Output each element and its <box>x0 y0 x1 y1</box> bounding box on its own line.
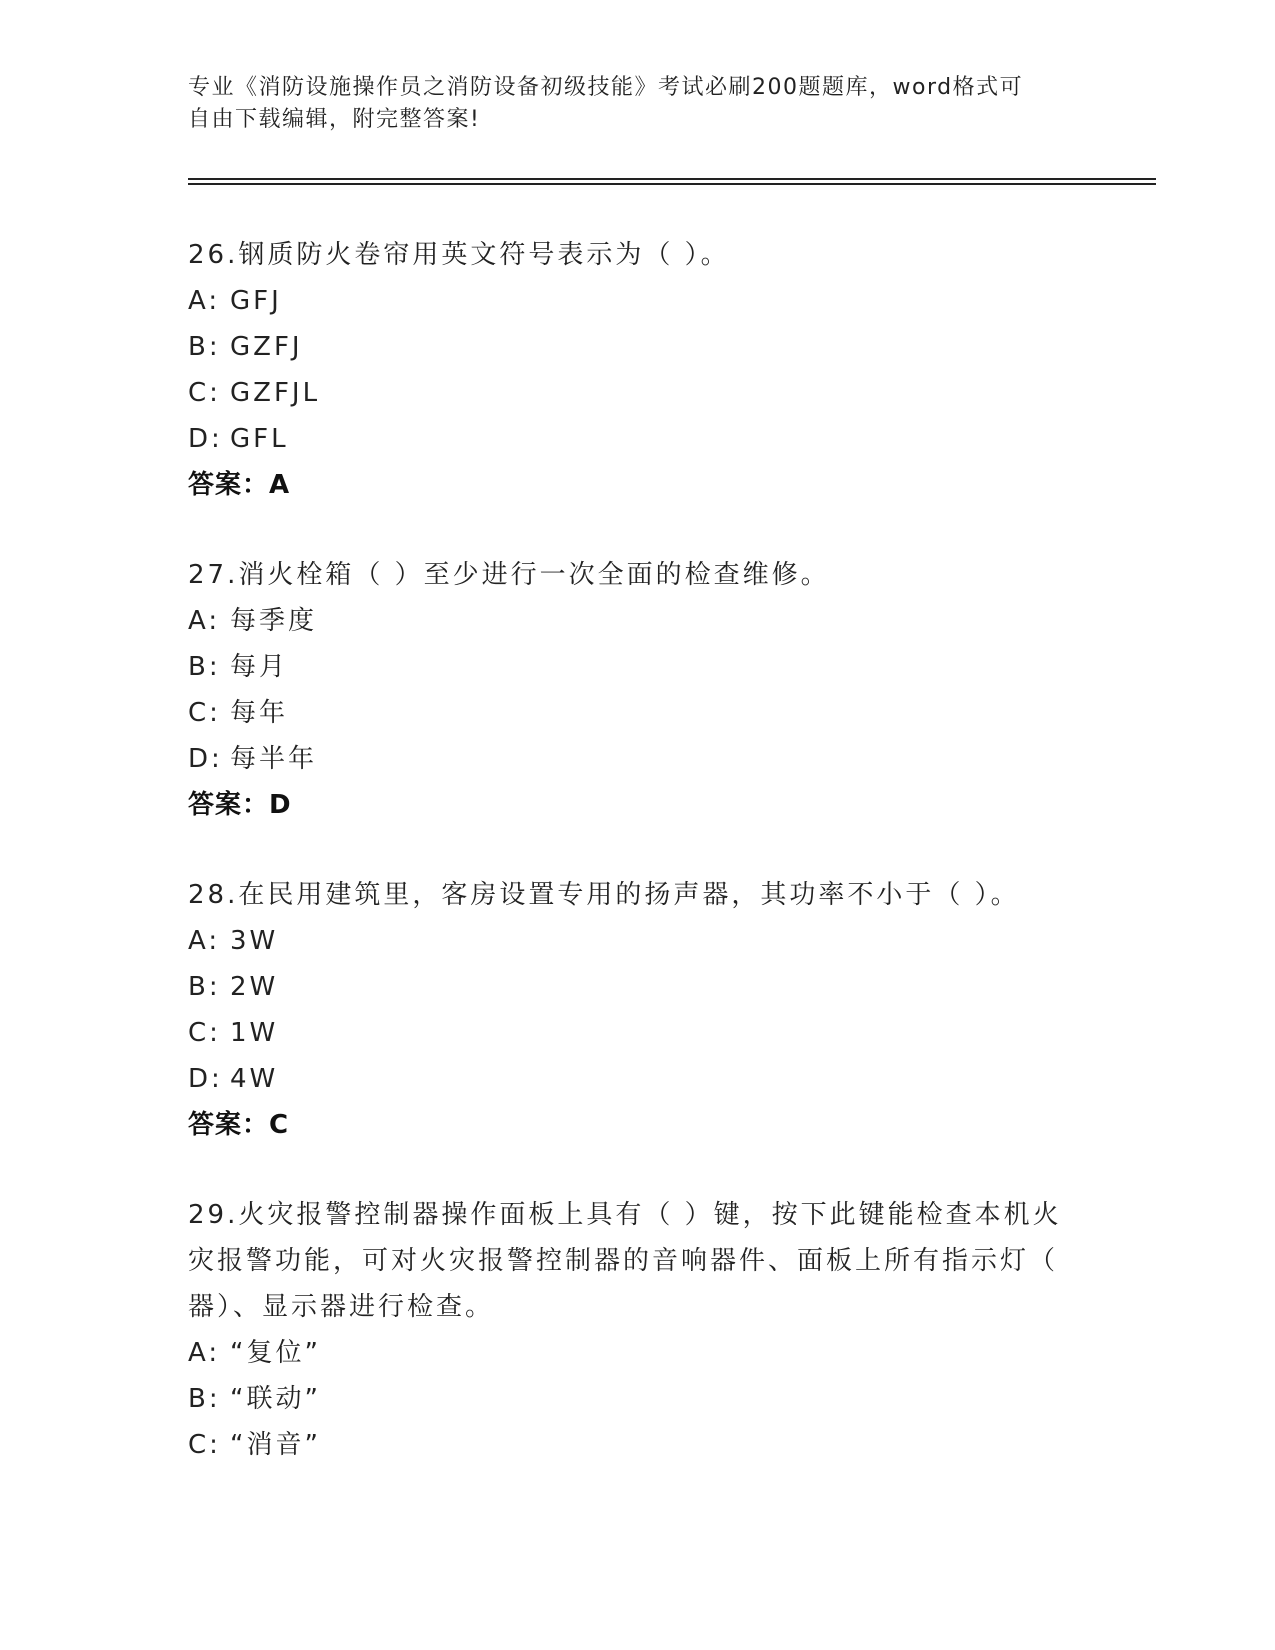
option-letter: C: <box>188 698 221 728</box>
header-line-1: 专业《消防设施操作员之消防设备初级技能》考试必刷200题题库，word格式可 <box>188 75 1024 100</box>
option-d <box>188 736 1088 782</box>
option-a <box>188 598 1088 644</box>
option-b <box>188 964 1088 1010</box>
option-letter: D: <box>188 744 223 774</box>
answer-line: 答案：C <box>188 1110 290 1140</box>
option-letter: D: <box>188 1064 223 1094</box>
option-text: GFL <box>230 424 289 454</box>
question-28 <box>188 872 1088 1148</box>
option-text: GFJ <box>230 286 282 316</box>
option-text: 每季度 <box>230 606 318 636</box>
option-letter: A: <box>188 286 221 316</box>
question-29 <box>188 1192 1088 1468</box>
option-letter: C: <box>188 1430 221 1460</box>
option-c <box>188 690 1088 736</box>
option-a <box>188 918 1088 964</box>
option-text: 1W <box>230 1018 279 1048</box>
option-letter: C: <box>188 378 221 408</box>
option-b <box>188 644 1088 690</box>
option-d <box>188 416 1088 462</box>
option-letter: B: <box>188 1384 221 1414</box>
question-26 <box>188 232 1088 508</box>
option-a <box>188 278 1088 324</box>
option-text: 每年 <box>230 698 289 728</box>
question-text-line-3: 器）、显示器进行检查。 <box>188 1292 495 1322</box>
answer-line: 答案：A <box>188 470 291 500</box>
option-text: 每半年 <box>230 744 318 774</box>
option-letter: A: <box>188 1338 221 1368</box>
header-line-2: 自由下载编辑，附完整答案! <box>188 107 481 132</box>
option-b <box>188 324 1088 370</box>
option-text: “消音” <box>230 1430 321 1460</box>
option-letter: B: <box>188 652 221 682</box>
option-letter: A: <box>188 926 221 956</box>
option-letter: D: <box>188 424 223 454</box>
option-text: “联动” <box>230 1384 321 1414</box>
option-letter: B: <box>188 972 221 1002</box>
question-text: 27.消火栓箱（ ）至少进行一次全面的检查维修。 <box>188 560 830 590</box>
header-divider-top <box>188 178 1156 180</box>
option-c <box>188 1422 1088 1468</box>
question-text-line-2: 灾报警功能，可对火灾报警控制器的音响器件、面板上所有指示灯（ <box>188 1246 1059 1276</box>
header-divider-bottom <box>188 183 1156 185</box>
option-text: 2W <box>230 972 279 1002</box>
question-text-line-1: 29.火灾报警控制器操作面板上具有（ ）键，按下此键能检查本机火 <box>188 1200 1062 1230</box>
option-text: 每月 <box>230 652 289 682</box>
option-text: 3W <box>230 926 279 956</box>
option-text: 4W <box>230 1064 279 1094</box>
option-c <box>188 1010 1088 1056</box>
option-text: “复位” <box>230 1338 321 1368</box>
question-27 <box>188 552 1088 828</box>
answer-line: 答案：D <box>188 790 292 820</box>
option-text: GZFJL <box>230 378 321 408</box>
option-b <box>188 1376 1088 1422</box>
option-letter: B: <box>188 332 221 362</box>
question-text: 26.钢质防火卷帘用英文符号表示为（ ）。 <box>188 240 730 270</box>
question-text: 28.在民用建筑里，客房设置专用的扬声器，其功率不小于（ ）。 <box>188 880 1020 910</box>
option-letter: A: <box>188 606 221 636</box>
option-c <box>188 370 1088 416</box>
option-d <box>188 1056 1088 1102</box>
question-list <box>188 232 1088 1512</box>
option-a <box>188 1330 1088 1376</box>
option-text: GZFJ <box>230 332 303 362</box>
document-header <box>188 72 1068 136</box>
option-letter: C: <box>188 1018 221 1048</box>
